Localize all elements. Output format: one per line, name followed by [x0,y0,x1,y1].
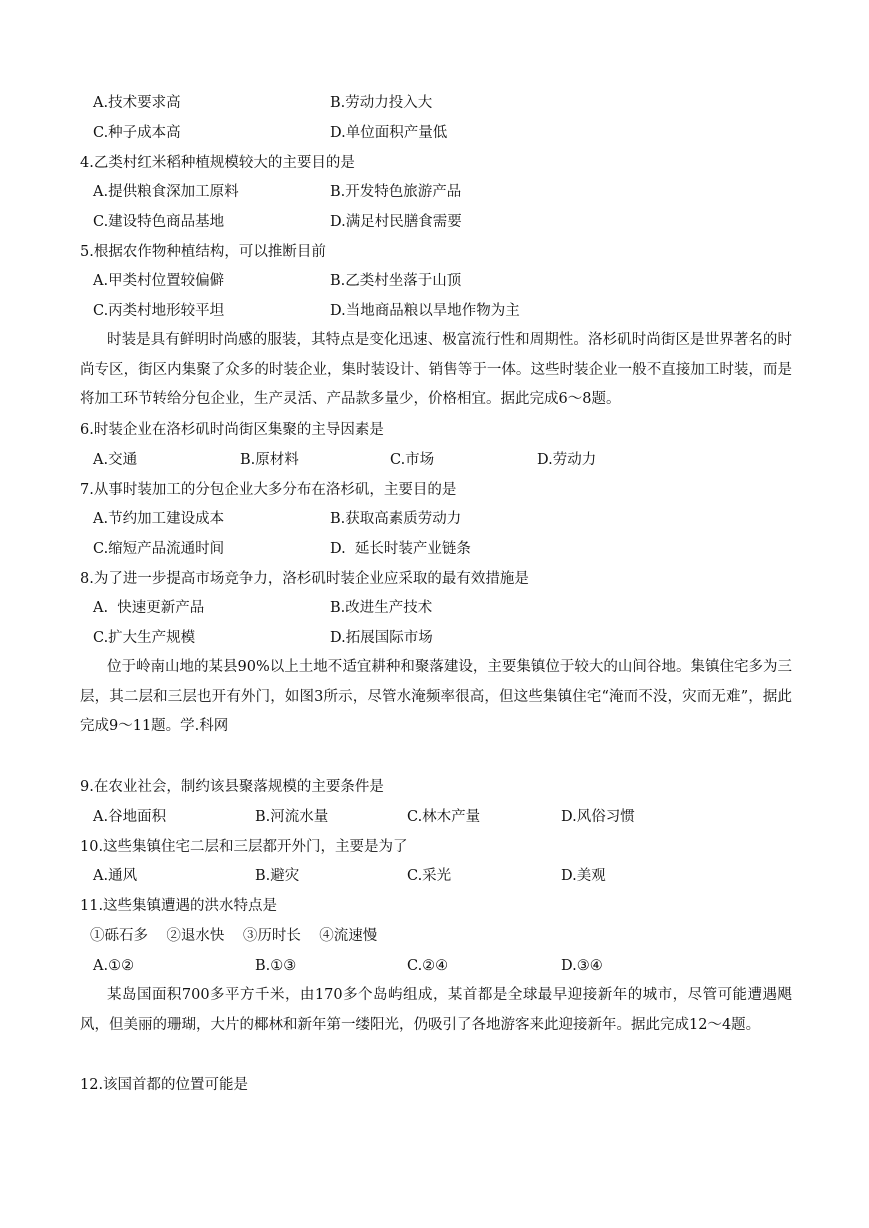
q9-option-a: A.谷地面积 [93,809,167,825]
q4-option-a: A.提供粮食深加工原料 [93,184,239,200]
q7-stem: 7.从事时装加工的分包企业大多分布在洛杉矶，主要目的是 [80,482,457,498]
q10-option-b: B.避灾 [255,868,300,884]
q7-option-c: C.缩短产品流通时间 [93,541,225,557]
q5-option-c: C.丙类村地形较平坦 [93,303,225,319]
passage-lingnan: 位于岭南山地的某县90%以上土地不适宜耕种和聚落建设，主要集镇位于较大的山间谷地。集镇住宅多为三层，其二层和三层也开有外门，如图3所示，尽管水淹频率很高，但这些集镇住宅“淹而不没，灾而无难”，据此完成9～11题。学.科网 [80,659,792,734]
q4-stem: 4.乙类村红米稻种植规模较大的主要目的是 [80,155,355,171]
q11-option-c: C.②④ [407,958,449,974]
q6-option-a: A.交通 [93,452,138,468]
q3-option-c: C.种子成本高 [93,125,181,141]
q3-option-d: D.单位面积产量低 [330,125,448,141]
q11-option-d: D.③④ [561,958,603,974]
q4-option-b: B.开发特色旅游产品 [330,184,462,200]
passage-island-nation: 某岛国面积700多平方千米，由170多个岛屿组成，某首都是全球最早迎接新年的城市，尽管可能遭遇飓风，但美丽的珊瑚，大片的椰林和新年第一缕阳光，仍吸引了各地游客来此迎接新年。据此完成12～4题。 [80,987,792,1033]
q6-option-c: C.市场 [390,452,435,468]
q11-option-a: A.①② [93,958,135,974]
q9-option-b: B.河流水量 [255,809,329,825]
q8-option-d: D.拓展国际市场 [330,630,433,646]
q11-statement-items: ①砾石多 ②退水快 ③历时长 ④流速慢 [90,928,378,944]
q10-option-a: A.通风 [93,868,138,884]
q7-option-a: A.节约加工建设成本 [93,511,225,527]
q9-option-d: D.风俗习惯 [561,809,635,825]
q9-option-c: C.林木产量 [407,809,481,825]
q5-option-b: B.乙类村坐落于山顶 [330,273,462,289]
q6-option-d: D.劳动力 [537,452,597,468]
q6-stem: 6.时装企业在洛杉矶时尚街区集聚的主导因素是 [80,422,384,438]
q10-option-c: C.采光 [407,868,452,884]
q10-stem: 10.这些集镇住宅二层和三层都开外门，主要是为了 [80,839,408,855]
q12-stem: 12.该国首都的位置可能是 [80,1077,249,1093]
q8-option-c: C.扩大生产规模 [93,630,196,646]
q8-option-a: A. 快速更新产品 [93,600,205,616]
passage-fashion: 时装是具有鲜明时尚感的服装，其特点是变化迅速、极富流行性和周期性。洛杉矶时尚街区是世界著名的时尚专区，街区内集聚了众多的时装企业，集时装设计、销售等于一体。这些时装企业一般不直接加工时装，而是将加工环节转给分包企业，生产灵活、产品款多量少，价格相宜。据此完成6～8题。 [80,332,792,407]
q11-stem: 11.这些集镇遭遇的洪水特点是 [80,898,278,914]
q3-option-b: B.劳动力投入大 [330,95,433,111]
q7-option-d: D. 延长时装产业链条 [330,541,471,557]
q8-stem: 8.为了进一步提高市场竞争力，洛杉矶时装企业应采取的最有效措施是 [80,571,529,587]
q6-option-b: B.原材料 [240,452,299,468]
q7-option-b: B.获取高素质劳动力 [330,511,462,527]
q5-option-d: D.当地商品粮以旱地作物为主 [330,303,520,319]
q11-option-b: B.①③ [255,958,297,974]
q4-option-d: D.满足村民膳食需要 [330,214,462,230]
q3-option-a: A.技术要求高 [93,95,181,111]
q10-option-d: D.美观 [561,868,606,884]
q9-stem: 9.在农业社会，制约该县聚落规模的主要条件是 [80,779,384,795]
q4-option-c: C.建设特色商品基地 [93,214,225,230]
q8-option-b: B.改进生产技术 [330,600,433,616]
q5-option-a: A.甲类村位置较偏僻 [93,273,225,289]
q5-stem: 5.根据农作物种植结构，可以推断目前 [80,244,326,260]
